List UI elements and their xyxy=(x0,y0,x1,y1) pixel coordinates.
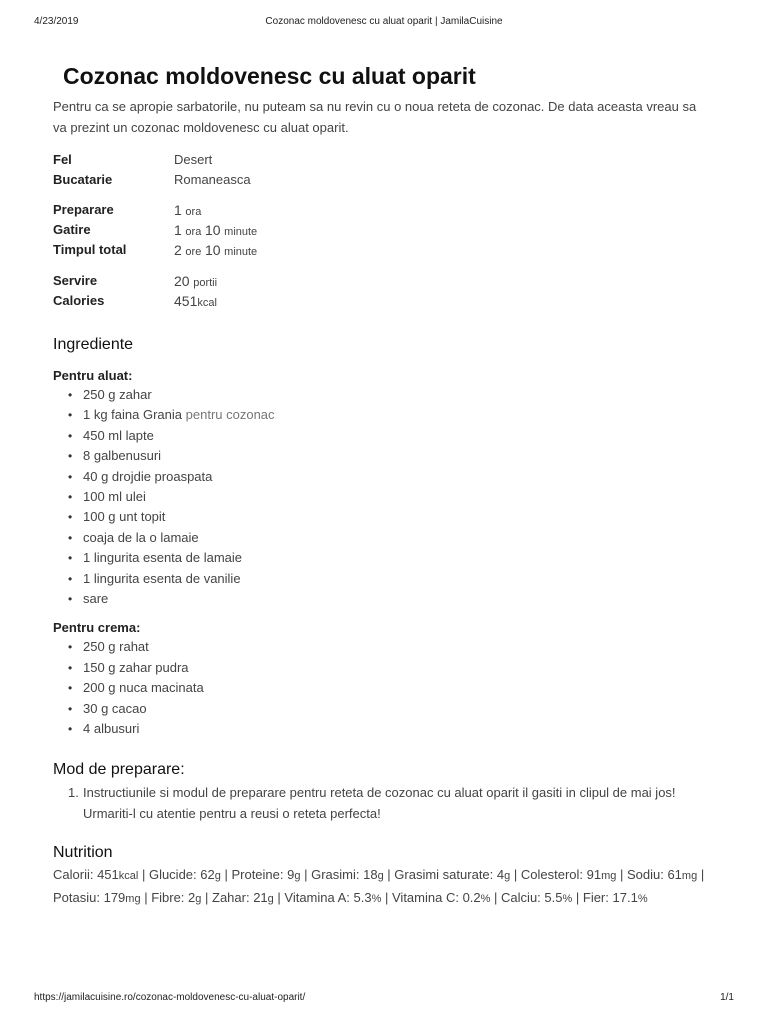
ingredient-item xyxy=(53,426,713,446)
ingredients-heading: Ingrediente xyxy=(53,336,134,353)
ingredient-item xyxy=(53,658,713,678)
ingredient-item xyxy=(53,548,713,568)
nutrition-label: Vitamina A: xyxy=(284,890,354,905)
ingredient-groups xyxy=(53,367,713,740)
nutrition-unit: % xyxy=(637,893,648,905)
ingredient-text: 200 g nuca macinata xyxy=(83,680,204,696)
nutrition-label: Grasimi: xyxy=(311,866,364,882)
meta-total-minutes-unit: minute xyxy=(224,246,258,258)
nutrition-label: Sodiu: xyxy=(626,866,668,882)
nutrition-label: Calciu: xyxy=(501,890,545,905)
nutrition-unit: g xyxy=(377,869,384,882)
step-text: Instructiunile si modul de preparare pentru reteta de cozonac cu aluat oparit il gasiti in clipul de mai jos! Urmariti-l cu atentie pentru a reusi o reteta perfecta! xyxy=(83,784,676,821)
meta-calories xyxy=(53,291,713,311)
recipe-title: Cozonac moldovenesc cu aluat oparit xyxy=(63,63,476,89)
nutrition-heading: Nutrition xyxy=(53,843,113,861)
ingredient-item xyxy=(53,405,713,425)
meta-calories-value: 451 xyxy=(174,293,198,309)
nutrition-value: 451 xyxy=(97,866,119,882)
nutrition-unit: mg xyxy=(681,869,698,882)
recipe-meta xyxy=(53,150,713,311)
instruction-step xyxy=(53,782,713,824)
ingredient-text: 1 kg faina Grania xyxy=(83,407,183,423)
nutrition-value: 4 xyxy=(496,866,505,882)
ingredient-item xyxy=(53,446,713,466)
nutrition-label: Zahar: xyxy=(212,890,254,905)
nutrition-unit: g xyxy=(267,893,274,905)
nutrition-label: Glucide: xyxy=(148,866,201,882)
print-date: 4/23/2019 xyxy=(34,16,79,27)
nutrition-unit: g xyxy=(214,869,221,882)
nutrition-unit: g xyxy=(294,869,301,882)
meta-cuisine-value: Romaneasca xyxy=(174,172,251,187)
nutrition-unit: % xyxy=(480,893,491,905)
ingredient-item xyxy=(53,487,713,507)
nutrition-value: 18 xyxy=(363,866,378,882)
ingredient-item xyxy=(53,678,713,698)
step-number: 1. xyxy=(68,784,79,800)
nutrition-value: 61 xyxy=(667,866,682,882)
nutrition-value: 62 xyxy=(200,866,215,882)
ingredient-text: 8 galbenusuri xyxy=(83,448,162,464)
meta-course-value: Desert xyxy=(174,152,213,167)
meta-cook-minutes-unit: minute xyxy=(224,226,258,238)
ingredient-text: coaja de la o lamaie xyxy=(83,529,199,545)
ingredient-list xyxy=(53,385,713,609)
nutrition-label: Grasimi saturate: xyxy=(394,866,497,882)
ingredient-text: 150 g zahar pudra xyxy=(83,659,189,675)
recipe-card xyxy=(53,58,713,911)
meta-cook-minutes: 10 xyxy=(204,222,221,238)
ingredient-text: 100 ml ulei xyxy=(83,489,146,505)
meta-total-hours: 2 xyxy=(174,242,182,258)
ingredient-item xyxy=(53,385,713,405)
ingredient-list xyxy=(53,637,713,739)
instruction-steps xyxy=(53,782,713,824)
instructions-heading: Mod de preparare: xyxy=(53,760,185,778)
ingredient-text: 4 albusuri xyxy=(83,721,140,737)
meta-calories-unit: kcal xyxy=(197,297,217,309)
ingredient-group-title: Pentru aluat: xyxy=(53,368,133,383)
meta-course-label: Fel xyxy=(53,152,72,167)
ingredient-item xyxy=(53,719,713,739)
nutrition-unit: % xyxy=(371,893,382,905)
ingredient-item xyxy=(53,569,713,589)
nutrition-unit: mg xyxy=(601,869,617,882)
page-number: 1/1 xyxy=(720,992,734,1003)
nutrition-value: 9 xyxy=(287,866,295,882)
nutrition-label: Colesterol: xyxy=(520,866,587,882)
ingredient-text: sare xyxy=(83,591,109,607)
nutrition-unit: mg xyxy=(125,893,141,905)
ingredient-text: 450 ml lapte xyxy=(83,427,154,443)
meta-servings xyxy=(53,271,713,291)
ingredient-text: 1 lingurita esenta de vanilie xyxy=(83,570,241,586)
nutrition-label: Potasiu: xyxy=(53,890,104,905)
ingredient-text: 100 g unt topit xyxy=(83,509,166,525)
ingredient-item xyxy=(53,589,713,609)
meta-total-time xyxy=(53,240,713,260)
meta-prep-hours: 1 xyxy=(174,202,182,218)
nutrition-value: 0.2 xyxy=(462,890,481,905)
nutrition-label: Vitamina C: xyxy=(392,890,463,905)
meta-total-hours-unit: ore xyxy=(185,246,202,258)
meta-cook-time xyxy=(53,220,713,240)
meta-prep-time xyxy=(53,200,713,220)
meta-total-label: Timpul total xyxy=(53,242,127,257)
ingredient-text: 1 lingurita esenta de lamaie xyxy=(83,550,242,566)
meta-cook-hours-unit: ora xyxy=(185,226,202,238)
meta-cuisine-label: Bucatarie xyxy=(53,172,113,187)
nutrition-label: Fier: xyxy=(582,890,613,905)
nutrition-unit: g xyxy=(504,869,511,882)
nutrition-value: 91 xyxy=(586,866,602,882)
meta-servings-value: 20 xyxy=(174,273,190,289)
nutrition-facts: Calorii: 451kcal | Glucide: 62g | Proteine: 9g | Grasimi: 18g | Grasimi saturate: 4g | Colesterol: 91mg | Sodiu: 61mg | Potasiu: 179mg | Fibre: 2g | Zahar: 21g | Vitamina A: 5.3% | Vitamina C: 0.2% | Calciu: 5.5% | Fier: 17.1% xyxy=(53,866,705,905)
meta-cuisine xyxy=(53,170,713,190)
meta-prep-label: Preparare xyxy=(53,202,114,217)
nutrition-value: 5.3 xyxy=(353,890,372,905)
nutrition-value: 179 xyxy=(103,890,126,905)
print-footer xyxy=(34,992,734,1008)
print-page-title: Cozonac moldovenesc cu aluat oparit | JamilaCuisine xyxy=(265,16,503,27)
ingredient-note: pentru cozonac xyxy=(185,407,275,423)
ingredient-item xyxy=(53,528,713,548)
nutrition-value: 2 xyxy=(188,890,196,905)
ingredient-item xyxy=(53,467,713,487)
meta-prep-hours-unit: ora xyxy=(185,206,202,218)
print-url: https://jamilacuisine.ro/cozonac-moldovenesc-cu-aluat-oparit/ xyxy=(34,992,306,1003)
nutrition-unit: g xyxy=(195,893,202,905)
meta-servings-unit: portii xyxy=(193,277,218,289)
ingredient-item xyxy=(53,637,713,657)
meta-cook-label: Gatire xyxy=(53,222,91,237)
ingredient-group-title: Pentru crema: xyxy=(53,620,141,636)
nutrition-value: 21 xyxy=(253,890,268,905)
meta-total-minutes: 10 xyxy=(204,242,221,258)
ingredient-text: 30 g cacao xyxy=(83,700,147,716)
meta-course xyxy=(53,150,713,170)
print-header xyxy=(34,16,734,32)
nutrition-value: 5.5 xyxy=(544,890,563,905)
nutrition-value: 17.1 xyxy=(612,890,638,905)
meta-servings-label: Servire xyxy=(53,273,98,288)
ingredient-text: 250 g zahar xyxy=(83,387,152,402)
nutrition-label: Fibre: xyxy=(151,890,189,905)
meta-cook-hours: 1 xyxy=(174,222,182,238)
nutrition-label: Calorii: xyxy=(53,866,98,882)
recipe-summary: Pentru ca se apropie sarbatorile, nu puteam sa nu revin cu o noua reteta de cozonac. De data aceasta vreau sa va prezint un cozonac moldovenesc cu aluat oparit. xyxy=(53,99,697,135)
nutrition-unit: % xyxy=(562,893,573,905)
ingredient-text: 250 g rahat xyxy=(83,639,149,655)
ingredient-text: 40 g drojdie proaspata xyxy=(83,468,213,484)
nutrition-label: Proteine: xyxy=(231,866,288,882)
nutrition-unit: kcal xyxy=(118,869,139,882)
ingredient-item xyxy=(53,699,713,719)
meta-calories-label: Calories xyxy=(53,293,105,308)
ingredient-item xyxy=(53,507,713,527)
